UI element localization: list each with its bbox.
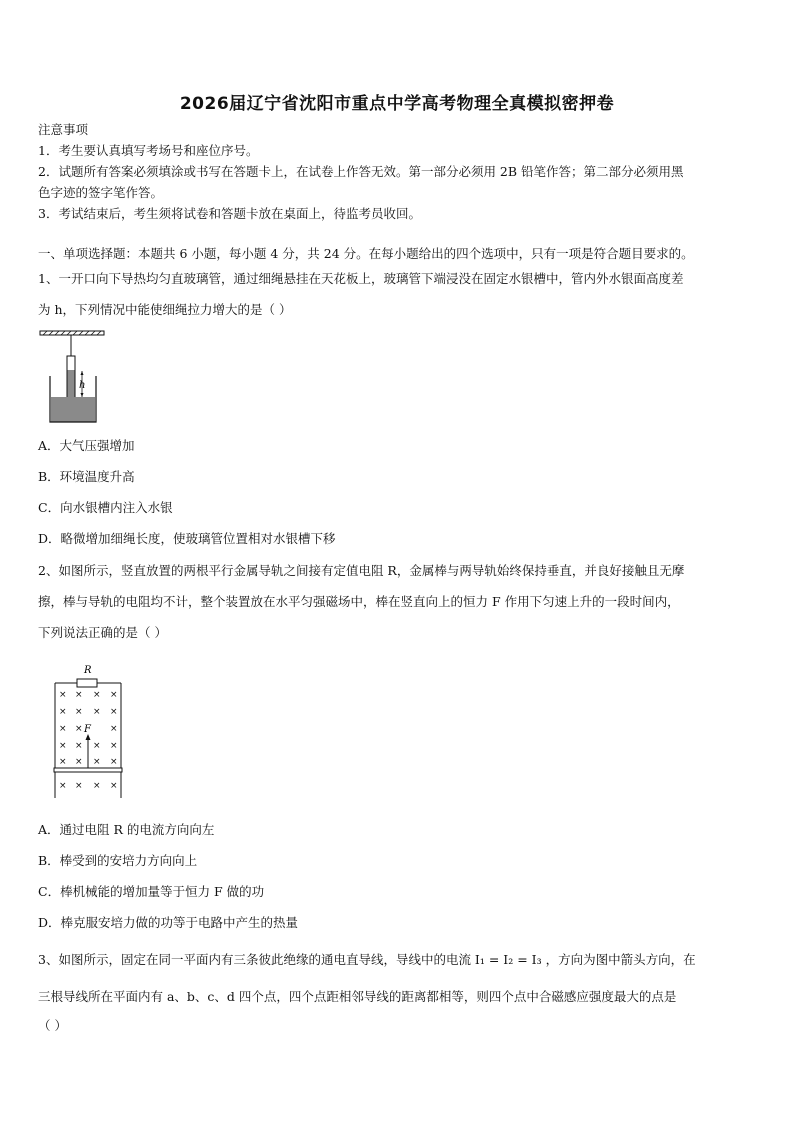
- svg-text:×: ×: [93, 781, 101, 791]
- q3-stem-line1: 3、如图所示，固定在同一平面内有三条彼此绝缘的通电直导线，导线中的电流 I₁ = I₂ = I₃ ，方向为图中箭头方向，在: [38, 952, 696, 967]
- section-heading: 一、单项选择题：本题共 6 小题，每小题 4 分，共 24 分。在每小题给出的四个选项中，只有一项是符合题目要求的。: [38, 246, 694, 261]
- notice-heading: 注意事项: [38, 122, 89, 137]
- notice-item-3: 3．考试结束后，考生须将试卷和答题卡放在桌面上，待监考员收回。: [38, 206, 421, 221]
- metal-rod: [54, 768, 122, 772]
- q3-stem-line2: 三根导线所在平面内有 a、b、c、d 四个点，四个点距相邻导线的距离都相等，则四个点中合磁感应强度最大的点是: [38, 989, 677, 1004]
- svg-text:×: ×: [110, 741, 118, 751]
- svg-text:×: ×: [93, 757, 101, 767]
- svg-text:×: ×: [110, 781, 118, 791]
- q2-option-b: B．棒受到的安培力方向向上: [38, 853, 198, 868]
- label-h: h: [79, 380, 86, 391]
- svg-text:×: ×: [75, 724, 83, 734]
- svg-text:×: ×: [93, 690, 101, 700]
- svg-text:×: ×: [59, 690, 67, 700]
- svg-text:×: ×: [59, 707, 67, 717]
- q1-option-d: D．略微增加细绳长度，使玻璃管位置相对水银槽下移: [38, 531, 336, 546]
- q2-option-d: D．棒克服安培力做的功等于电路中产生的热量: [38, 915, 299, 930]
- svg-text:×: ×: [110, 707, 118, 717]
- svg-text:×: ×: [75, 781, 83, 791]
- svg-text:×: ×: [59, 757, 67, 767]
- q2-option-c: C．棒机械能的增加量等于恒力 F 做的功: [38, 884, 265, 899]
- q1-stem-line1: 1、一开口向下导热均匀直玻璃管，通过细绳悬挂在天花板上，玻璃管下端浸没在固定水银槽中，管内外水银面高度差: [38, 271, 684, 286]
- trough-mercury: [51, 397, 95, 422]
- svg-text:×: ×: [110, 724, 118, 734]
- notice-item-2-cont: 色字迹的签字笔作答。: [38, 185, 164, 200]
- q2-rail-figure: [48, 660, 128, 802]
- svg-text:×: ×: [75, 741, 83, 751]
- ceiling-hatch: [43, 331, 101, 335]
- svg-text:×: ×: [75, 757, 83, 767]
- svg-text:×: ×: [75, 690, 83, 700]
- label-R: R: [84, 665, 92, 676]
- q1-option-a: A．大气压强增加: [38, 438, 135, 453]
- svg-text:×: ×: [93, 707, 101, 717]
- resistor: [77, 679, 97, 687]
- q3-stem-line3: （ ）: [38, 1018, 67, 1033]
- svg-text:×: ×: [110, 690, 118, 700]
- notice-item-1: 1．考生要认真填写考场号和座位序号。: [38, 143, 259, 158]
- q2-stem-line1: 2、如图所示，竖直放置的两根平行金属导轨之间接有定值电阻 R，金属棒与两导轨始终保持垂直，并良好接触且无摩: [38, 563, 685, 578]
- svg-text:×: ×: [93, 741, 101, 751]
- svg-text:×: ×: [110, 757, 118, 767]
- notice-item-2: 2．试题所有答案必须填涂或书写在答题卡上，在试卷上作答无效。第一部分必须用 2B 铅笔作答；第二部分必须用黑: [38, 164, 684, 179]
- svg-text:×: ×: [59, 781, 67, 791]
- q1-stem-line2: 为 h，下列情况中能使细绳拉力增大的是（ ）: [38, 302, 292, 317]
- q2-option-a: A．通过电阻 R 的电流方向向左: [38, 822, 215, 837]
- svg-text:×: ×: [75, 707, 83, 717]
- q1-option-c: C．向水银槽内注入水银: [38, 500, 173, 515]
- label-F: F: [84, 724, 91, 735]
- svg-text:×: ×: [59, 724, 67, 734]
- q2-stem-line3: 下列说法正确的是（ ）: [38, 625, 167, 640]
- page-title: 2026届辽宁省沈阳市重点中学高考物理全真模拟密押卷: [179, 94, 615, 114]
- svg-text:×: ×: [59, 741, 67, 751]
- q1-tube-figure: [38, 330, 108, 426]
- q1-option-b: B．环境温度升高: [38, 469, 135, 484]
- q2-stem-line2: 擦，棒与导轨的电阻均不计，整个装置放在水平匀强磁场中，棒在竖直向上的恒力 F 作用下匀速上升的一段时间内，: [38, 594, 680, 609]
